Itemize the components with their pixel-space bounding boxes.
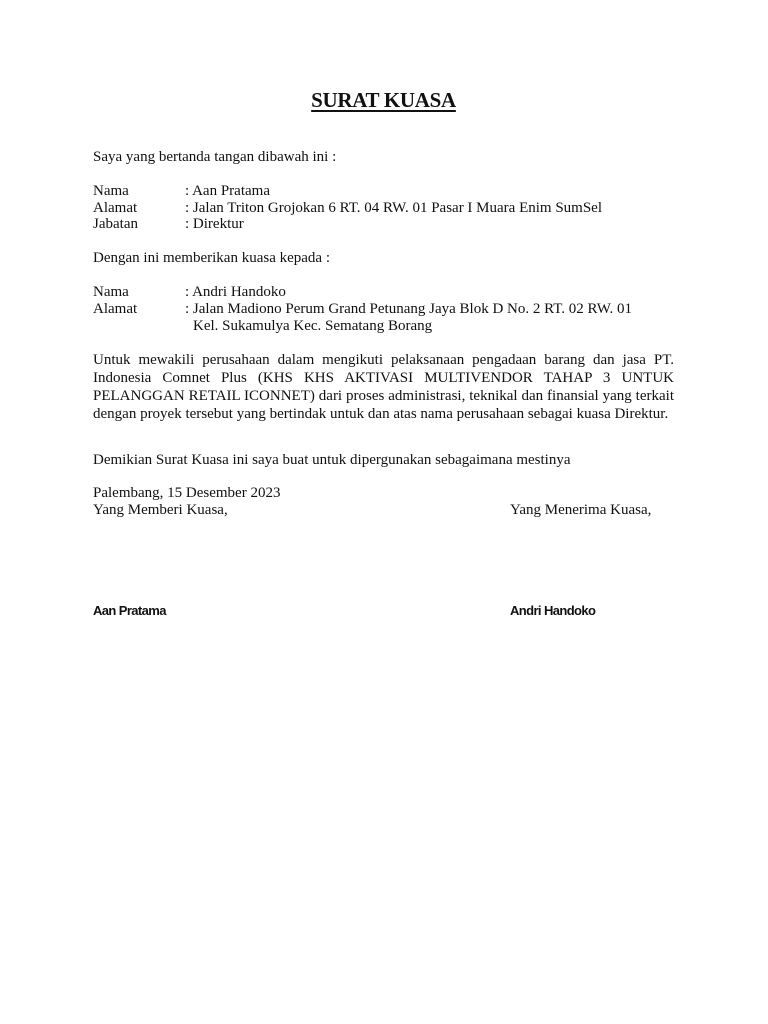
grantor-position-value: : Direktur: [185, 216, 244, 232]
grantor-position-row: [93, 216, 674, 233]
page-title: SURAT KUASA: [311, 88, 456, 112]
purpose-paragraph: Untuk mewakili perusahaan dalam mengikuti pelaksanaan pengadaan barang dan jasa PT. Indonesia Comnet Plus (KHS KHS AKTIVASI MULTIVENDOR TAHAP 3 UNTUK PELANGGAN RETAIL ICONNET) dari proses administrasi, teknikal dan finansial yang terkait dengan proyek tersebut yang bertindak untuk dan atas nama perusahaan sebagai kuasa Direktur.: [93, 352, 674, 422]
grantor-position-label: Jabatan: [93, 216, 138, 232]
grantee-address-value: : Jalan Madiono Perum Grand Petunang Jaya Blok D No. 2 RT. 02 RW. 01: [185, 301, 632, 317]
grantor-address-value: : Jalan Triton Grojokan 6 RT. 04 RW. 01 Pasar I Muara Enim SumSel: [185, 200, 603, 216]
grantor-name-label: Nama: [93, 183, 129, 199]
grantee-address-label: Alamat: [93, 301, 138, 317]
grantor-address-label: Alamat: [93, 200, 138, 216]
place-date: Palembang, 15 Desember 2023: [93, 485, 281, 501]
grant-statement: Dengan ini memberikan kuasa kepada :: [93, 250, 330, 266]
grantor-address-row: [93, 200, 674, 217]
intro-text: Saya yang bertanda tangan dibawah ini :: [93, 149, 337, 165]
receiver-name: Andri Handoko: [510, 603, 596, 618]
giver-signature-label: Yang Memberi Kuasa,: [93, 502, 228, 518]
receiver-signature-label: Yang Menerima Kuasa,: [510, 502, 652, 518]
giver-name: Aan Pratama: [93, 603, 166, 618]
grantee-name-row: [93, 284, 674, 301]
grantee-address-continuation: Kel. Sukamulya Kec. Sematang Borang: [193, 318, 433, 334]
grantee-address-row: [93, 301, 674, 318]
grantee-name-value: : Andri Handoko: [185, 284, 286, 300]
grantor-name-row: [93, 183, 674, 200]
closing-text: Demikian Surat Kuasa ini saya buat untuk dipergunakan sebagaimana mestinya: [93, 452, 571, 468]
grantor-name-value: : Aan Pratama: [185, 183, 270, 199]
grantee-name-label: Nama: [93, 284, 129, 300]
